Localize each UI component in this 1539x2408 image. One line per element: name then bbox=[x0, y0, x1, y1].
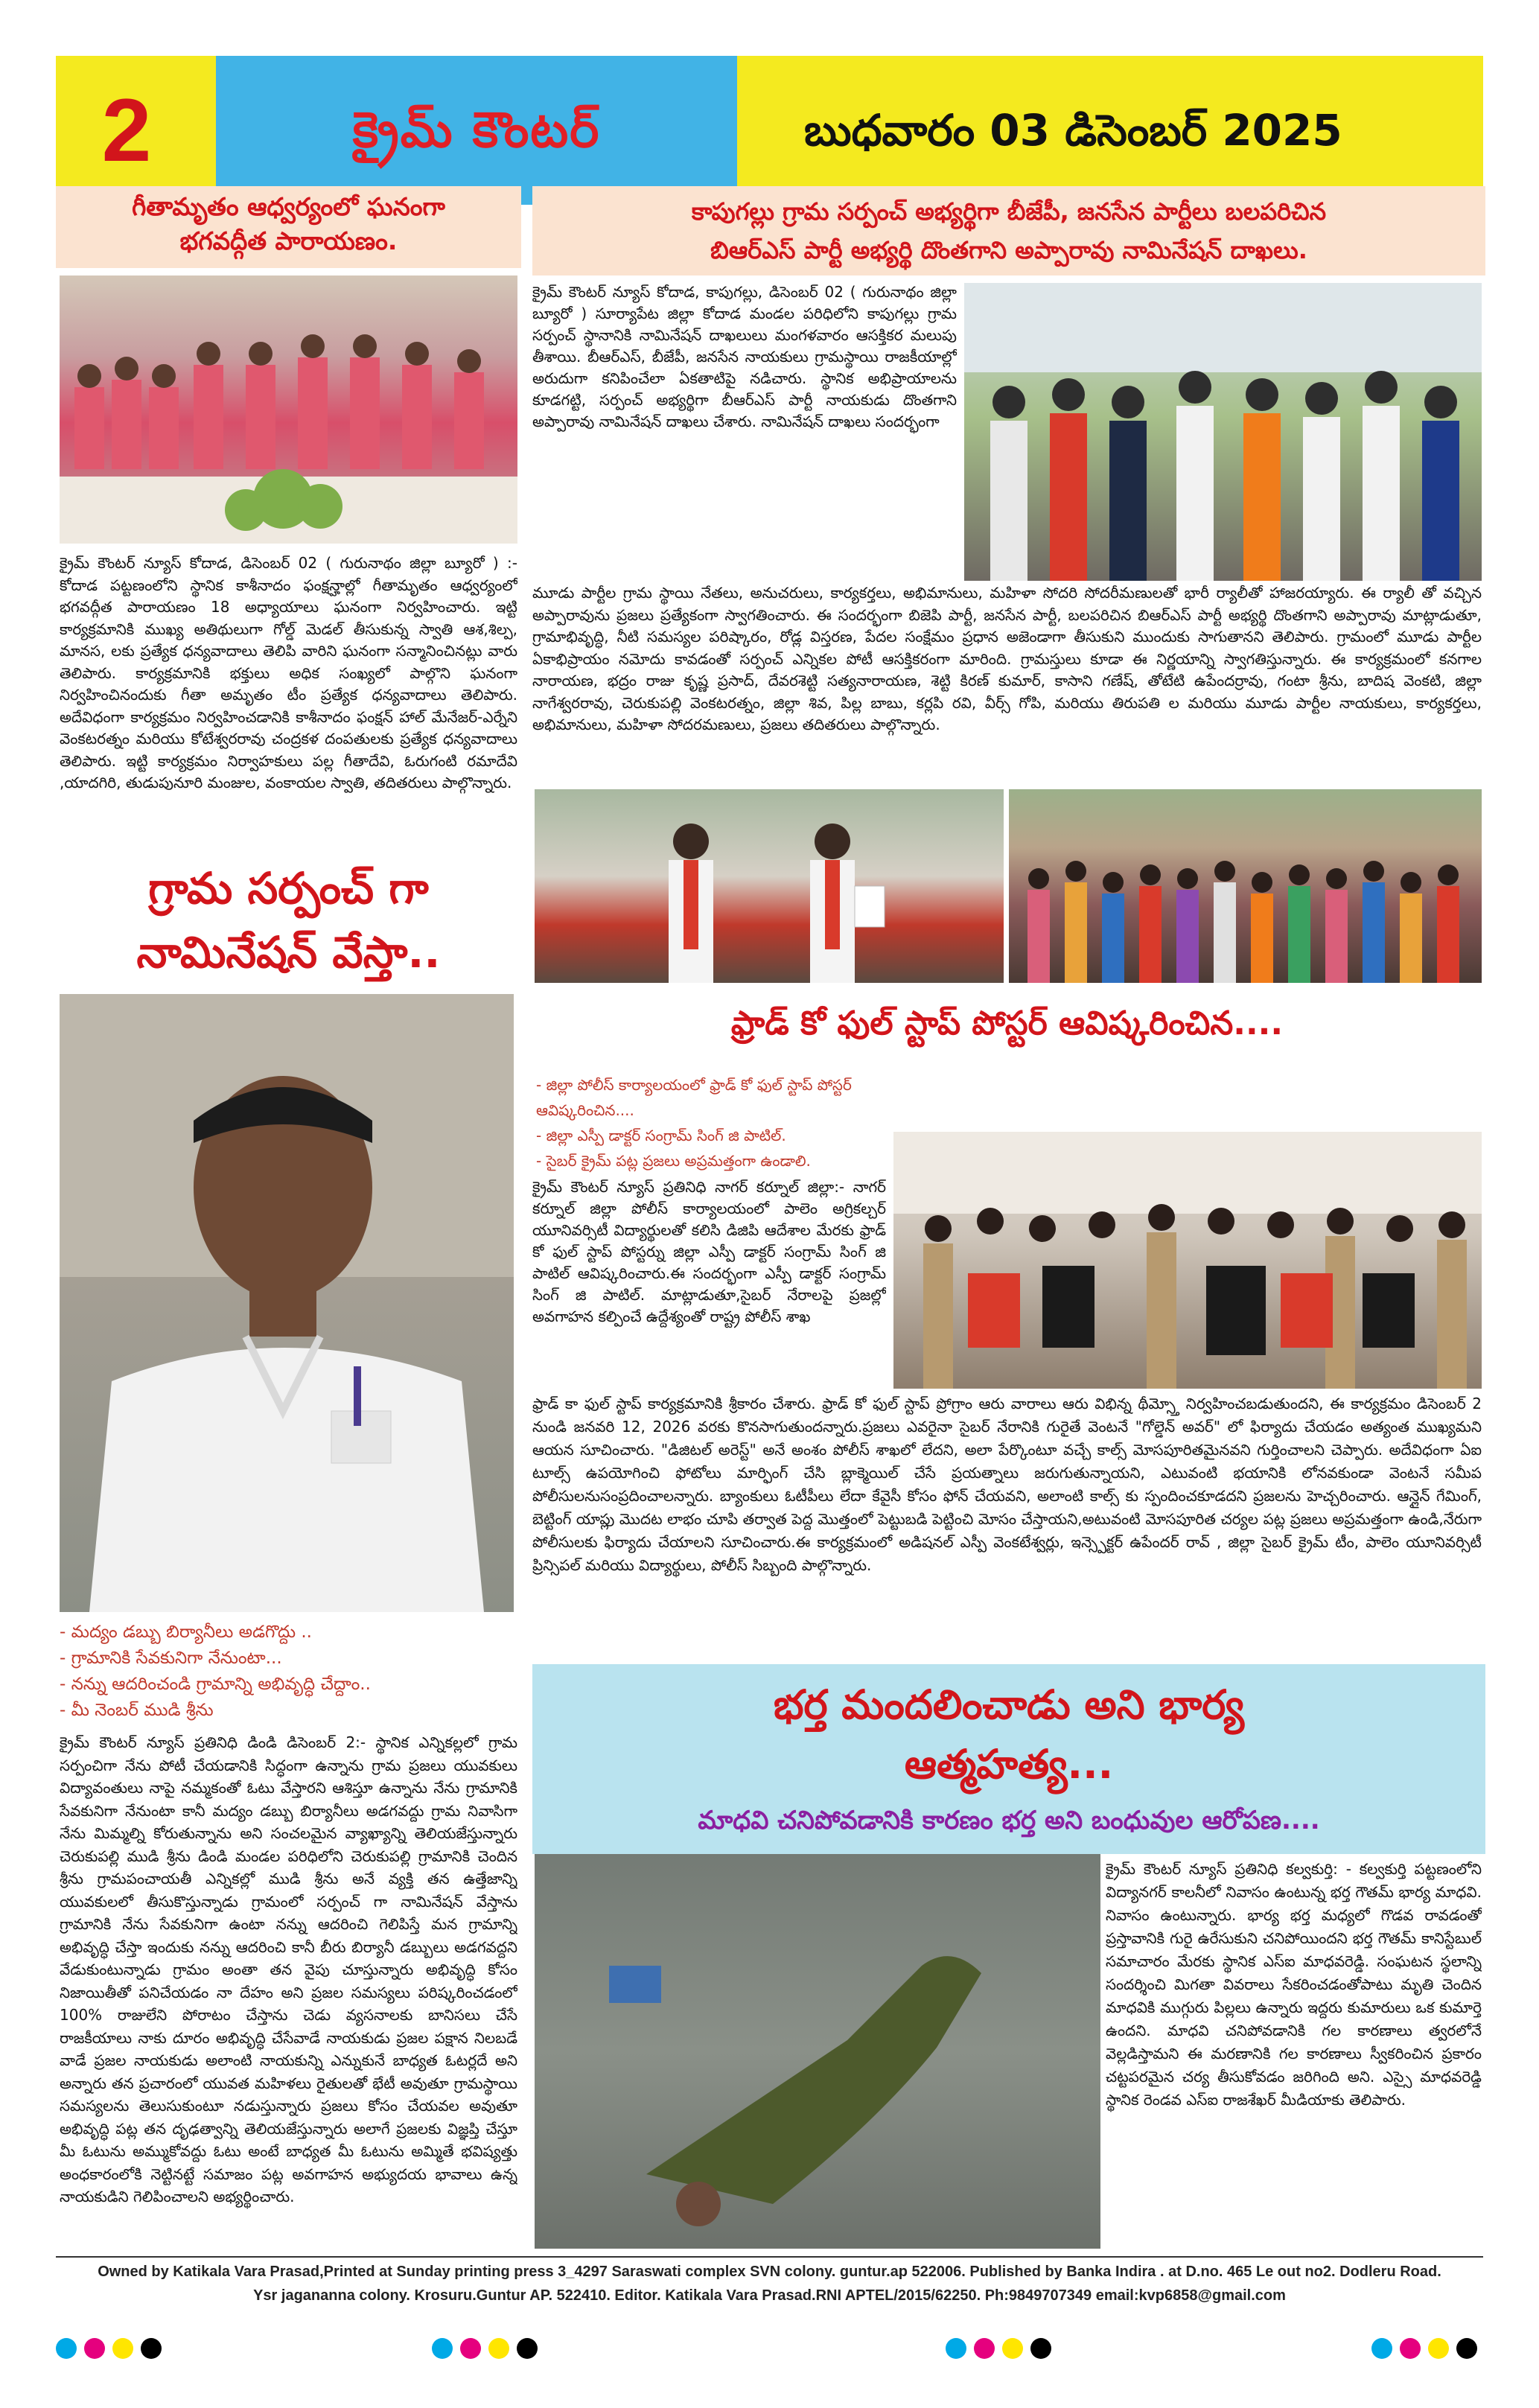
imprint-line-1: Owned by Katikala Vara Prasad,Printed at Sunday printing press 3_4297 Saraswati complex SVN colony. guntur.ap 522006. Published by Banka Indira . at D.no. 465 Le out no2. Dodleru Road. bbox=[98, 2264, 1441, 2280]
article1-headline-line1: గీతామృతం ఆధ్వర్యంలో ఘనంగా bbox=[132, 192, 445, 221]
article1-headline-line2: భగవద్గీత పారాయణం. bbox=[179, 226, 398, 255]
article2-headline-line2: బిఆర్ఎస్ పార్టీ అభ్యర్థి దొంతగాని అప్పారావు నామినేషన్ దాఖలు. bbox=[710, 236, 1307, 264]
article4-headline: ఫ్రాడ్ కో ఫుల్ స్టాప్ పోస్టర్ ఆవిష్కరించిన.... bbox=[730, 1004, 1284, 1042]
register-dot-black bbox=[141, 2338, 162, 2359]
article3-bullets bbox=[60, 1619, 517, 1724]
masthead-logo: క్రైమ్ కౌంటర్ bbox=[352, 101, 601, 159]
article5-headline-line1: భర్త మందలించాడు అని భార్య bbox=[773, 1681, 1245, 1728]
color-register-marks bbox=[0, 2338, 1539, 2368]
register-dot-magenta bbox=[460, 2338, 481, 2359]
article2-nomination-photo bbox=[964, 283, 1482, 581]
article3-bullet: - నన్ను ఆదరించండి గ్రామాన్ని అభివృద్ధి చేద్దాం.. bbox=[60, 1675, 371, 1694]
register-dot-cyan bbox=[946, 2338, 966, 2359]
article5-photo bbox=[535, 1854, 1100, 2249]
nomination-group-photo-icon bbox=[964, 283, 1482, 581]
article3-headline-line1: గ్రామ సర్పంచ్ గా bbox=[148, 863, 429, 914]
page-number: 2 bbox=[101, 80, 152, 180]
article2-photo-left bbox=[535, 789, 1004, 983]
article1-body: క్రైమ్ కౌంటర్ న్యూస్ కోదాడ, డిసెంబర్ 02 ( గురునాథం జిల్లా బ్యూరో ) :- కోదాడ పట్టణంలోని స్థానిక కాశీనాదం ఫంక్షన్హాల్లో గీతామృతం ఆధ్వర్యంలో భగవద్గీత పారాయణం 18 అధ్యాయాలు ఘనంగా నిర్వహించారు. ఇట్టి కార్యక్రమానికి ముఖ్య అతిథులుగా గోల్డ్ మెడల్ తీసుకున్న స్వాతి ఆశ,శిల్ప, మానస, లకు ప్రత్యేక ధన్యవాదాలు తెలిపి వారిని ఘనంగా సన్మానించినట్లు వారు తెలిపారు. కార్యక్రమానికి భక్తులు అధిక సంఖ్యలో పాల్గొని ఘనంగా నిర్వహించినందుకు గీతా అమృతం టీం ప్రత్యేక ధన్యవాదాలు తెలిపారు. అదేవిధంగా కార్యక్రమం నిర్వహించడానికి కాశీనాదం ఫంక్షన్ హాల్ మేనేజర్-ఎర్నేని వెంకటరత్నం మరియు కోటేశ్వరరావు చంద్రకళ దంపతులకు ప్రత్యేక ధన్యవాదాలు తెలిపారు. ఇట్టి కార్యక్రమం నిర్వాహకులు పల్ల గీతాదేవి, ఓరుగంటి రమాదేవి ,యాదగిరి, తుడుపునూరి మంజుల, వంకాయల స్వాతి, తదితరులు పాల్గొన్నారు. bbox=[60, 554, 517, 791]
article3-body: క్రైమ్ కౌంటర్ న్యూస్ ప్రతినిధి డిండి డిసెంబర్ 2:- స్థానిక ఎన్నికల్లలో గ్రామ సర్పంచిగా నేను పోటీ చేయడానికి సిద్ధంగా ఉన్నాను గ్రామ ప్రజలు యువకులు విద్యావంతులు నాపై నమ్మకంతో ఓటు వేస్తారని ఆశిస్తూ ఉన్నాను నేను గ్రామానికి సేవకునిగా నేనుంటా కానీ మద్యం డబ్బు బిర్యానీలు అడగవద్దు గ్రామ నివాసిగా నేను మిమ్మల్ని కోరుతున్నాను అని సంచలమైన వ్యాఖ్యాన్ని తెలియజేస్తున్నారు చెరుకుపల్లి ముడి శ్రీను డిండి మండల పరిధిలోని చెరుకుపల్లి గ్రామానికి చెందిన శ్రీను గ్రామపంచాయతీ ఎన్నికల్లో ముడి శ్రీను అనే వ్యక్తి తన ఉత్తేజాన్ని యువకులలో తీసుకొస్తున్నాడు గ్రామంలో సర్పంచ్ గా నామినేషన్ వేస్తాను గ్రామానికి నేను సేవకునిగా ఉంటా నన్ను ఆదరించి గెలిపిస్తే మన గ్రామాన్ని అభివృద్ధి చేస్తా ఇందుకు నన్ను ఆదరించి కానీ బీరు బిర్యానీ డబ్బులు అడగవద్దని వేడుకుంటున్నాడు గ్రామం అంతా తన వైపు చూస్తున్నారు అభివృద్ధి కోసం నిజాయితీతో పనిచేయడం నా దేహం అని ప్రజల సమస్యలు పరిష్కరించడంలో 100% రాజులేని పోరాటం చేస్తాను చెడు వ్యసనాలకు బానిసలు చేసే రాజకీయాలు నాకు దూరం అభివృద్ధి చేసేవాడే నాయకుడు ప్రజల పక్షాన నిలబడే వాడే ప్రజల నాయకుడు అలాంటి నాయకున్ని ఎన్నుకునే బాధ్యత ఓటర్లదే అని అన్నారు తన ప్రచారంలో యువత మహిళలు రైతులతో భేటీ అవుతూ గ్రామస్థాయి సమస్యలను తెలుసుకుంటూ నడుస్తున్నారు ప్రజలు కోసం చేయవల అవుతూ అభివృద్ధి పట్ల తన దృఢత్వాన్ని తెలియజేస్తున్నారు అలాగే ప్రజలకు విజ్ఞప్తి చేస్తూ మీ ఓటును అమ్ముకోవద్దు ఓటు అంటే బాధ్యత మీ ఓటును అమ్మితే భవిష్యత్తు అంధకారంలోకి నెట్టినట్టే సమాజం పట్ల అవగాహన అభ్యుదయ భావాలు ఉన్న నాయకుడిని గెలిపించాలని అభ్యర్థించారు. bbox=[60, 1733, 517, 2205]
article3-bullet: - గ్రామానికి సేవకునిగా నేనుంటా... bbox=[60, 1649, 282, 1668]
poster-launch-group-icon bbox=[893, 1132, 1482, 1389]
devotees-group-photo-icon bbox=[60, 275, 517, 544]
article4-body-side: క్రైమ్ కౌంటర్ న్యూస్ ప్రతినిధి నాగర్ కర్నూల్ జిల్లా:- నాగర్ కర్నూల్ జిల్లా పోలీస్ కార్యాలయంలో పాలెం అగ్రికల్చర్ యూనివర్సిటీ విద్యార్థులతో కలిసి డిజిపి ఆదేశాల మేరకు ఫ్రాడ్ కో ఫుల్ స్టాప్ పోస్టర్ను జిల్లా ఎస్పీ డాక్టర్ సంగ్రామ్ సింగ్ జి పాటిల్ ఆవిష్కరించారు.ఈ సందర్భంగా ఎస్పీ డాక్టర్ సంగ్రామ్ సింగ్ జి పాటిల్. మాట్లాడుతూ,సైబర్ నేరాలపై ప్రజల్లో అవగాహన కల్పించే ఉద్దేశ్యంతో రాష్ట్ర పోలీస్ శాఖ bbox=[532, 1178, 886, 1325]
register-dot-cyan bbox=[56, 2338, 77, 2359]
article3-bullet: - మీ నెంబర్ ముడి శ్రీను bbox=[60, 1701, 214, 1720]
article4-bullet: - జిల్లా ఎస్పీ డాక్టర్ సంగ్రామ్ సింగ్ జి పాటిల్. bbox=[536, 1127, 786, 1144]
candidate-photo bbox=[60, 994, 514, 1612]
article2-photo-right bbox=[1009, 789, 1482, 983]
register-dot-yellow bbox=[1002, 2338, 1023, 2359]
article4-body-full: ఫ్రాడ్ కా ఫుల్ స్టాప్ కార్యక్రమానికి శ్రీకారం చేశారు. ఫ్రాడ్ కో ఫుల్ స్టాప్ ప్రోగ్రాం ఆరు వారాలు ఆరు విభిన్న థీమ్స్తో నిర్వహించబడుతుందని, ఈ కార్యక్రమం డిసెంబర్ 2 నుండి జనవరి 12, 2026 వరకు కొనసాగుతుందన్నారు.ప్రజలు ఎవరైనా సైబర్ నేరానికి గురైతే వెంటనే "గోల్డెన్ అవర్" లో ఫిర్యాదు చేయడం అత్యంత ముఖ్యమని ఆయన సూచించారు. "డిజిటల్ అరెస్ట్" అనే అంశం పోలీస్ శాఖలో లేదని, అలా పేర్కొంటూ వచ్చే కాల్స్ మోసపూరితమైనవని గుర్తించాలని చెప్పారు. అదేవిధంగా ఏఐ టూల్స్ ఉపయోగించి ఫోటోలు మార్ఫింగ్ చేసి బ్లాక్మెయిల్ చేసే ప్రయత్నాలు జరుగుతున్నాయని, ఎటువంటి భయానికి లోనవకుండా వెంటనే సమీప పోలీసులనుసంప్రదించాలన్నారు. బ్యాంకులు ఓటీపీలు లేదా కేవైసీ కోసం ఫోన్ చేయవని, అలాంటి కాల్స్ కు స్పందించకూడదని ప్రజలను హెచ్చరించారు. ఆన్లైన్ గేమింగ్, బెట్టింగ్ యాప్లు మొదట లాభం చూపి తర్వాత పెద్ద మొత్తంలో పెట్టుబడి పెట్టించి మోసం చేస్తాయని,అటువంటి మోసపూరిత చర్యల పట్ల ప్రజలు అప్రమత్తంగా ఉండి,నేరుగా పోలీసులకు ఫిర్యాదు చేయాలని సూచించారు.ఈ కార్యక్రమంలో అడిషనల్ ఎస్పీ వెంకటేశ్వర్లు, ఇన్స్పెక్టర్ ఉపేందర్ రావ్ , జిల్లా సైబర్ క్రైమ్ టీం, పాలెం యూనివర్సిటీ ప్రిన్సిపల్ మరియు విద్యార్థులు, పోలీస్ సిబ్బంది పాల్గొన్నారు. bbox=[532, 1395, 1482, 1574]
footer-divider bbox=[56, 2256, 1483, 2258]
register-dot-yellow bbox=[112, 2338, 133, 2359]
register-dot-cyan bbox=[432, 2338, 453, 2359]
register-dot-magenta bbox=[974, 2338, 995, 2359]
register-dot-yellow bbox=[1428, 2338, 1449, 2359]
incident-scene-photo-icon bbox=[535, 1854, 1100, 2249]
article4-bullet: - జిల్లా పోలీస్ కార్యాలయంలో ఫ్రాడ్ కో ఫుల్ స్టాప్ పోస్టర్ ఆవిష్కరించిన.... bbox=[536, 1076, 852, 1119]
rally-crowd-icon bbox=[1009, 789, 1482, 983]
article4-poster-photo bbox=[893, 1132, 1482, 1389]
candidate-with-document-icon bbox=[535, 789, 1004, 983]
register-dot-black bbox=[1030, 2338, 1051, 2359]
issue-date: బుధవారం 03 డిసెంబర్ 2025 bbox=[804, 105, 1342, 156]
article5-subheadline: మాధవి చనిపోవడానికి కారణం భర్త అని బంధువుల ఆరోపణ.... bbox=[698, 1806, 1320, 1835]
article5-body: క్రైమ్ కౌంటర్ న్యూస్ ప్రతినిధి కల్వకుర్తి: - కల్వకుర్తి పట్టణంలోని విద్యానగర్ కాలనీలో నివాసం ఉంటున్న భర్త గౌతమ్ భార్య మాధవి. నివాసం ఉంటున్నారు. భార్య భర్త మధ్యలో గొడవ రావడంతో ప్రస్తావానికి గురై ఉరేసుకుని చనిపోయిందని భర్త గౌతమ్ కానిస్టేబుల్ సమాచారం మేరకు స్థానిక ఎస్ఐ మాధవరెడ్డి. సంఘటన స్థలాన్ని సందర్శించి మిగతా వివరాలు సేకరించడంతోపాటు మృతి చెందిన మాధవికి ముగ్గురు పిల్లలు ఉన్నారు ఇద్దరు కుమారులు ఒక కుమార్తె ఉందని. మాధవి చనిపోవడానికి గల కారణాలు త్వరలోనే వెల్లడిస్తామని ఈ మరణానికి గల కారణాలు స్వీకరించిన ప్రకారం చట్టపరమైన చర్య తీసుకోవడం జరిగింది అని. ఎస్సై మాధవరెడ్డి స్థానిక రెండవ ఎస్ఐ రాజశేఖర్ మీడియాకు తెలిపారు. bbox=[1106, 1860, 1482, 2109]
article2-body-full: మూడు పార్టీల గ్రామ స్థాయి నేతలు, అనుచరులు, కార్యకర్తలు, అభిమానులు, మహిళా సోదరి సోదరీమణులతో భారీ ర్యాలీతో హాజరయ్యారు. ఈ ర్యాలీ తో వచ్చిన అప్పారావును ప్రజలు ప్రత్యేకంగా స్వాగతించారు. ఈ సందర్భంగా బిజెపి పార్టీ, జనసేన పార్టీ, బలపరిచిన బిఆర్ఎస్ పార్టీ అభ్యర్థి దొంతగాని అప్పారావు మాట్లాడుతూ, గ్రామాభివృద్ధి, నీటి సమస్యల పరిష్కారం, రోడ్ల విస్తరణ, పేదల సంక్షేమం ప్రధాన అజెండాగా తీసుకుని ముందుకు సాగుతానని తెలిపారు. గ్రామంలో మూడు పార్టీల ఏకాభిప్రాయం నమోదు కావడంతో సర్పంచ్ ఎన్నికల పోటీ ఆసక్తికరంగా మారింది. గ్రామస్తులు కూడా ఈ నిర్ణయాన్ని స్వాగతిస్తున్నారు. ఈ కార్యక్రమంలో కనగాల నారాయణ, భద్రం రాజు కృష్ణ ప్రసాద్, దేవరశెట్టి సత్యనారాయణ, శెట్టి కిరణ్ కుమార్, కాసాని గణేష్, తోటేటి ఉపేందర్రావు, గంటా శ్రీను, బాదిష వెంకటి, జిల్లా నాగేశ్వరరావు, చెరుకుపల్లి వెంకటరత్నం, జిల్లా శివ, పిల్ల బాబు, కర్లపి రవి, వీర్స్ గోపి, మరియు తిరుపతి ల మరియు మూడు పార్టీల నాయకులు, కార్యకర్తలు, అభిమానులు, మహిళా సోదరమణులు, ప్రజలు తదితరులు పాల్గొన్నారు. bbox=[532, 584, 1482, 733]
register-dot-cyan bbox=[1371, 2338, 1392, 2359]
article3-headline-line2: నామినేషన్ వేస్తా.. bbox=[136, 927, 441, 978]
article4-bullets bbox=[536, 1072, 893, 1173]
article2-body-side: క్రైమ్ కౌంటర్ న్యూస్ కోదాడ, కాపుగల్లు, డిసెంబర్ 02 ( గురునాథం జిల్లా బ్యూరో ) సూర్యాపేట జిల్లా కోదాడ మండల పరిధిలోని కాపుగల్లు గ్రామ సర్పంచ్ స్థానానికి నామినేషన్ దాఖలులు మంగళవారం ఆసక్తికర మలుపు తీశాయి. బీఆర్ఎస్, బీజేపీ, జనసేన నాయకులు గ్రామస్థాయి రాజకీయాల్లో అరుదుగా కనిపించేలా ఏకతాటిపై నడిచారు. స్థానిక అభిప్రాయాలను కూడగట్టి, సర్పంచ్ అభ్యర్థిగా బీఆర్ఎస్ పార్టీ నాయకుడు దొంతగాని అప్పారావు నామినేషన్ దాఖలు చేశారు. నామినేషన్ దాఖలు సందర్భంగా bbox=[532, 283, 957, 430]
article2-headline bbox=[536, 192, 1482, 270]
register-dot-magenta bbox=[1400, 2338, 1421, 2359]
register-dot-yellow bbox=[488, 2338, 509, 2359]
candidate-portrait-icon bbox=[60, 994, 514, 1612]
article1-photo bbox=[60, 275, 517, 544]
register-dot-black bbox=[1456, 2338, 1477, 2359]
article3-headline bbox=[60, 856, 517, 984]
register-dot-magenta bbox=[84, 2338, 105, 2359]
article1-headline bbox=[60, 190, 517, 258]
imprint-line-2: Ysr jagananna colony. Krosuru.Guntur AP. 522410. Editor. Katikala Vara Prasad.RNI APTEL/2015/62250. Ph:9849707349 email:kvp6858@gmail.com bbox=[253, 2287, 1286, 2304]
article5-headline bbox=[536, 1675, 1482, 1794]
article4-bullet: - సైబర్ క్రైమ్ పట్ల ప్రజలు అప్రమత్తంగా ఉండాలి. bbox=[536, 1152, 811, 1170]
register-dot-black bbox=[517, 2338, 538, 2359]
article2-headline-line1: కాపుగల్లు గ్రామ సర్పంచ్ అభ్యర్థిగా బీజేపీ, జనసేన పార్టీలు బలపరిచిన bbox=[691, 197, 1327, 226]
article5-headline-line2: ఆత్మహత్య... bbox=[904, 1741, 1114, 1788]
article3-bullet: - మద్యం డబ్బు బిర్యానీలు అడగొద్దు .. bbox=[60, 1622, 312, 1642]
